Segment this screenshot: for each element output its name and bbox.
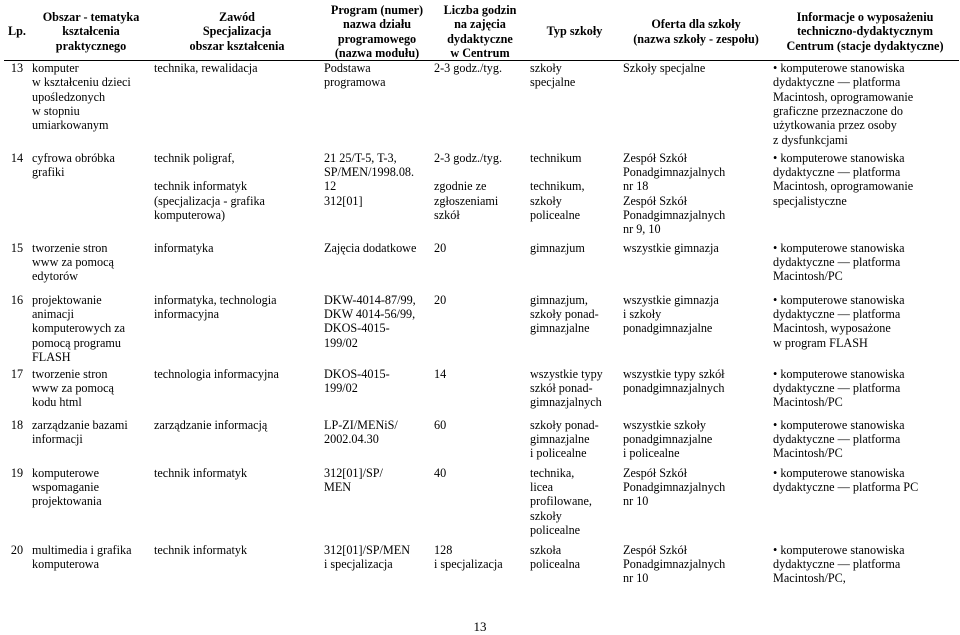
cell-info: • komputerowe stanowiska dydaktyczne — platforma Macintosh/PC	[773, 366, 905, 410]
cell-zawod: technologia informacyjna	[154, 366, 279, 381]
cell-oferta: Szkoły specjalne	[623, 61, 706, 76]
header-typ: Typ szkoły	[546, 24, 603, 39]
table-row	[4, 466, 959, 543]
cell-info: • komputerowe stanowiska dydaktyczne — platforma Macintosh, wyposażone w program FLASH	[773, 292, 905, 350]
cell-info: • komputerowe stanowiska dydaktyczne — platforma Macintosh/PC	[773, 417, 905, 461]
cell-godziny: 40	[434, 465, 447, 480]
cell-lp: 17	[10, 366, 24, 381]
cell-typ: technika, licea profilowane, szkoły policealne	[530, 465, 592, 537]
table-header-row	[4, 3, 959, 61]
cell-info: • komputerowe stanowiska dydaktyczne — platforma Macintosh/PC	[773, 240, 905, 284]
cell-typ: gimnazjum, szkoły ponad- gimnazjalne	[530, 292, 599, 336]
cell-info: • komputerowe stanowiska dydaktyczne — platforma Macintosh, oprogramowanie graficzne przeznaczone do użytkowania przez osoby z dysfunkcjami	[773, 61, 914, 147]
cell-lp: 18	[10, 417, 24, 432]
cell-program: 312[01]/SP/ MEN	[324, 465, 383, 494]
cell-godziny: 128 i specjalizacja	[434, 542, 503, 571]
cell-lp: 13	[10, 61, 24, 76]
cell-typ: wszystkie typy szkół ponad- gimnazjalnych	[530, 366, 603, 410]
cell-typ: szkoła policealna	[530, 542, 581, 571]
header-lp: Lp.	[8, 24, 26, 39]
cell-program: 21 25/T-5, T-3, SP/MEN/1998.08. 12 312[01]	[324, 150, 415, 208]
cell-program: Zajęcia dodatkowe	[324, 240, 417, 255]
cell-program: LP-ZI/MENiS/ 2002.04.30	[324, 417, 398, 446]
header-info: Informacje o wyposażeniu techniczno-dydaktycznym Centrum (stacje dydaktyczne)	[786, 10, 944, 53]
cell-oferta: Zespół Szkół Ponadgimnazjalnych nr 10	[623, 465, 726, 509]
cell-typ: technikum technikum, szkoły policealne	[530, 150, 585, 222]
cell-program: Podstawa programowa	[324, 61, 386, 90]
cell-zawod: zarządzanie informacją	[154, 417, 268, 432]
cell-godziny: 2-3 godz./tyg.	[434, 61, 503, 76]
cell-zawod: technik informatyk	[154, 465, 248, 480]
cell-zawod: technik poligraf, technik informatyk (specjalizacja - grafika komputerowa)	[154, 150, 265, 222]
cell-godziny: 2-3 godz./tyg. zgodnie ze zgłoszeniami szkół	[434, 150, 503, 222]
cell-godziny: 14	[434, 366, 447, 381]
table-row	[4, 61, 959, 151]
cell-info: • komputerowe stanowiska dydaktyczne — platforma PC	[773, 465, 919, 494]
cell-typ: szkoły specjalne	[530, 61, 576, 90]
cell-godziny: 20	[434, 292, 447, 307]
cell-typ: gimnazjum	[530, 240, 585, 255]
cell-info: • komputerowe stanowiska dydaktyczne — platforma Macintosh, oprogramowanie specjalistyczne	[773, 150, 914, 208]
cell-typ: szkoły ponad- gimnazjalne i policealne	[530, 417, 599, 461]
cell-oferta: wszystkie gimnazja	[623, 240, 719, 255]
cell-godziny: 60	[434, 417, 447, 432]
cell-info: • komputerowe stanowiska dydaktyczne — platforma Macintosh/PC,	[773, 542, 905, 586]
cell-obszar: projektowanie animacji komputerowych za pomocą programu FLASH	[32, 292, 126, 364]
cell-lp: 20	[10, 542, 24, 557]
table-row	[4, 543, 959, 589]
cell-obszar: cyfrowa obróbka grafiki	[32, 150, 115, 179]
cell-obszar: zarządzanie bazami informacji	[32, 417, 128, 446]
table-row	[4, 367, 959, 418]
table-row	[4, 293, 959, 367]
cell-oferta: wszystkie szkoły ponadgimnazjalne i policealne	[623, 417, 713, 461]
header-obszar: Obszar - tematyka kształcenia praktycznego	[42, 10, 140, 53]
cell-lp: 19	[10, 465, 24, 480]
cell-lp: 14	[10, 150, 24, 165]
cell-zawod: informatyka, technologia informacyjna	[154, 292, 277, 321]
cell-oferta: Zespół Szkół Ponadgimnazjalnych nr 18 Zespół Szkół Ponadgimnazjalnych nr 9, 10	[623, 150, 726, 237]
cell-program: DKOS-4015- 199/02	[324, 366, 390, 395]
cell-oferta: wszystkie typy szkół ponadgimnazjalnych	[623, 366, 725, 395]
header-program: Program (numer) nazwa działu programowego (nazwa modułu)	[330, 3, 424, 60]
cell-obszar: tworzenie stron www za pomocą kodu html	[32, 366, 114, 410]
curriculum-table	[4, 3, 959, 589]
header-oferta: Oferta dla szkoły (nazwa szkoły - zespołu)	[633, 17, 759, 46]
cell-zawod: technik informatyk	[154, 542, 248, 557]
header-godziny: Liczba godzin na zajęcia dydaktyczne w Centrum	[443, 3, 517, 60]
cell-lp: 15	[10, 240, 24, 255]
table-row	[4, 241, 959, 293]
cell-lp: 16	[10, 292, 24, 307]
table-row	[4, 151, 959, 241]
cell-program: 312[01]/SP/MEN i specjalizacja	[324, 542, 410, 571]
cell-godziny: 20	[434, 240, 447, 255]
cell-zawod: technika, rewalidacja	[154, 61, 258, 76]
page-number: 13	[473, 619, 487, 634]
cell-obszar: komputerowe wspomaganie projektowania	[32, 465, 102, 509]
cell-zawod: informatyka	[154, 240, 214, 255]
cell-program: DKW-4014-87/99, DKW 4014-56/99, DKOS-4015- 199/02	[324, 292, 416, 350]
table-row	[4, 418, 959, 466]
cell-oferta: wszystkie gimnazja i szkoły ponadgimnazjalne	[623, 292, 719, 336]
cell-obszar: tworzenie stron www za pomocą edytorów	[32, 240, 114, 284]
cell-obszar: multimedia i grafika komputerowa	[32, 542, 132, 571]
header-zawod: Zawód Specjalizacja obszar kształcenia	[189, 10, 285, 53]
cell-oferta: Zespół Szkół Ponadgimnazjalnych nr 10	[623, 542, 726, 586]
cell-obszar: komputer w kształceniu dzieci upośledzonych w stopniu umiarkowanym	[32, 61, 131, 133]
